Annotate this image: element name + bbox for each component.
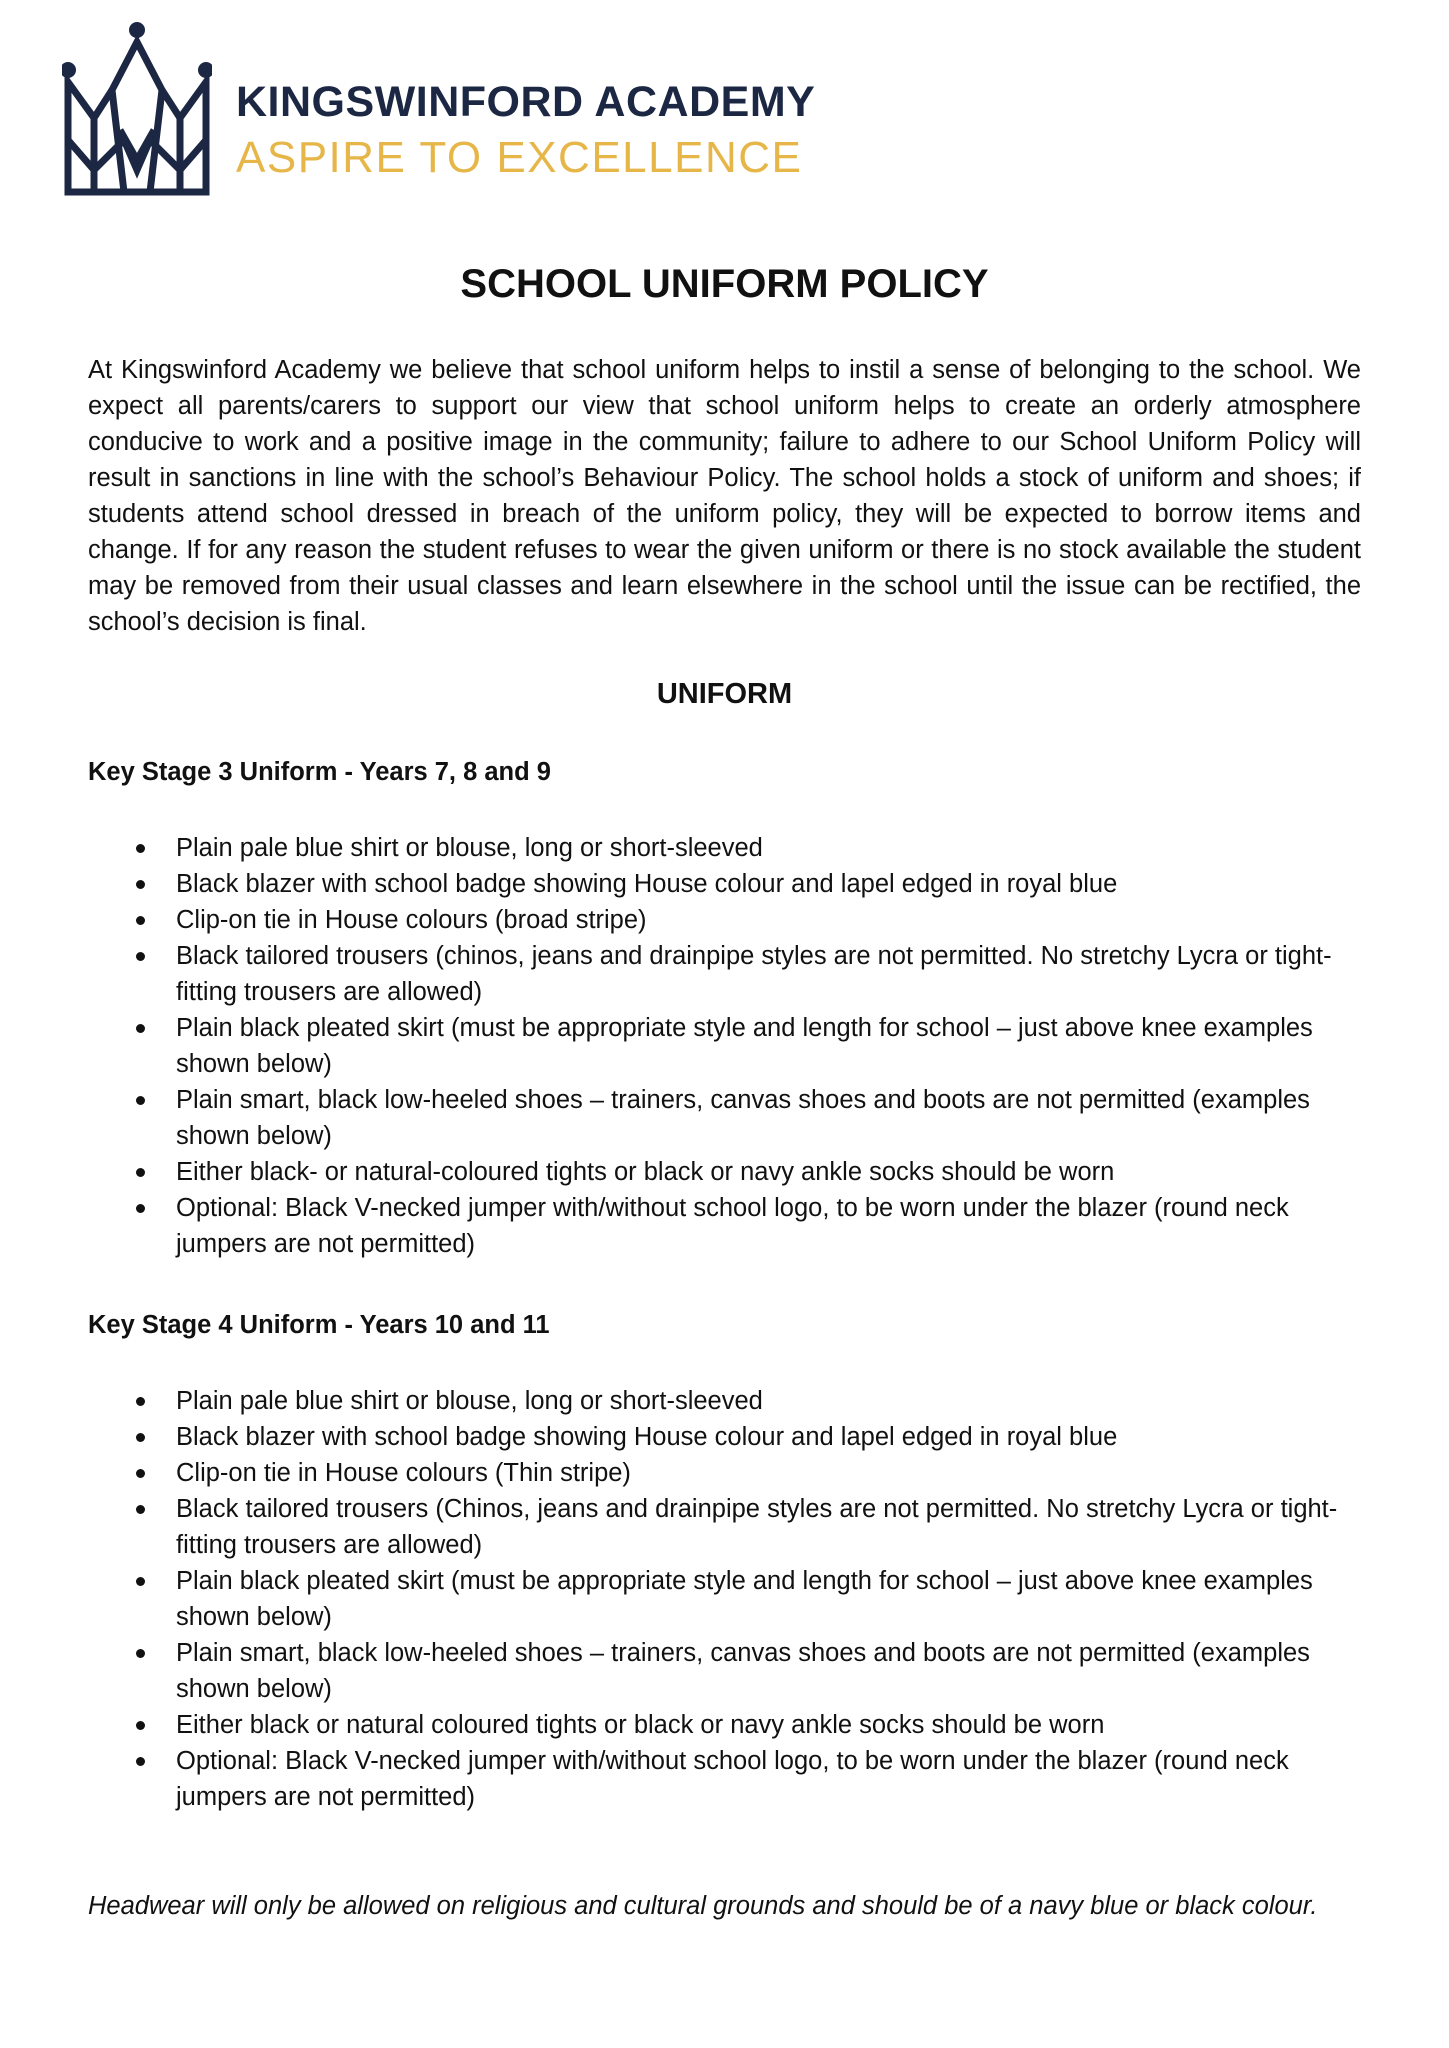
list-item: Black blazer with school badge showing House colour and lapel edged in royal blue — [176, 866, 1371, 902]
bullet-icon — [136, 1204, 145, 1213]
bullet-icon — [136, 1469, 145, 1478]
intro-paragraph: At Kingswinford Academy we believe that school uniform helps to instil a sense of belonging to the school. We expect all parents/carers to support our view that school uniform helps to create an orderly atmosphere conducive to work and a positive image in the community; failure to adhere to our School Uniform Policy will result in sanctions in line with the school’s Behaviour Policy. The school holds a stock of uniform and shoes; if students attend school dressed in breach of the uniform policy, they will be expected to borrow items and change. If for any reason the student refuses to wear the given uniform or there is no stock available the student may be removed from their usual classes and learn elsewhere in the school until the issue can be rectified, the school’s decision is final. — [88, 356, 1361, 636]
uniform-heading: UNIFORM — [656, 678, 793, 710]
page-title: SCHOOL UNIFORM POLICY — [460, 262, 989, 306]
list-item: Plain black pleated skirt (must be appropriate style and length for school – just above knee examples shown below) — [176, 1010, 1371, 1082]
bullet-icon — [136, 880, 145, 889]
bullet-icon — [136, 1168, 145, 1177]
bullet-icon — [136, 1649, 145, 1658]
list-item: Clip-on tie in House colours (Thin stripe) — [176, 1455, 1371, 1491]
bullet-icon — [136, 844, 145, 853]
ks4-uniform-list — [176, 1383, 1371, 1815]
academy-logo — [62, 20, 822, 205]
bullet-icon — [136, 1505, 145, 1514]
list-item: Clip-on tie in House colours (broad stripe) — [176, 902, 1371, 938]
bullet-icon — [136, 1577, 145, 1586]
bullet-icon — [136, 1757, 145, 1766]
list-item: Optional: Black V-necked jumper with/without school logo, to be worn under the blazer (round neck jumpers are not permitted) — [176, 1743, 1371, 1815]
list-item: Plain pale blue shirt or blouse, long or short-sleeved — [176, 830, 1371, 866]
list-item: Plain black pleated skirt (must be appropriate style and length for school – just above knee examples shown below) — [176, 1563, 1371, 1635]
academy-motto: ASPIRE TO EXCELLENCE — [236, 133, 803, 182]
list-item: Optional: Black V-necked jumper with/without school logo, to be worn under the blazer (round neck jumpers are not permitted) — [176, 1190, 1371, 1262]
crown-icon — [62, 20, 212, 200]
list-item: Either black- or natural-coloured tights or black or navy ankle socks should be worn — [176, 1154, 1371, 1190]
bullet-icon — [136, 1721, 145, 1730]
bullet-icon — [136, 1397, 145, 1406]
academy-name: KINGSWINFORD ACADEMY — [236, 78, 816, 126]
bullet-icon — [136, 952, 145, 961]
bullet-icon — [136, 1096, 145, 1105]
list-item: Plain pale blue shirt or blouse, long or short-sleeved — [176, 1383, 1371, 1419]
ks4-heading: Key Stage 4 Uniform - Years 10 and 11 — [88, 1311, 550, 1339]
headwear-note: Headwear will only be allowed on religious and cultural grounds and should be of a navy blue or black colour. — [88, 1892, 1318, 1920]
bullet-icon — [136, 1024, 145, 1033]
bullet-icon — [136, 916, 145, 925]
list-item: Black tailored trousers (chinos, jeans and drainpipe styles are not permitted. No stretchy Lycra or tight-fitting trousers are allowed) — [176, 938, 1371, 1010]
bullet-icon — [136, 1433, 145, 1442]
list-item: Black tailored trousers (Chinos, jeans and drainpipe styles are not permitted. No stretchy Lycra or tight-fitting trousers are allowed) — [176, 1491, 1371, 1563]
ks3-uniform-list — [176, 830, 1371, 1262]
ks3-heading: Key Stage 3 Uniform - Years 7, 8 and 9 — [88, 758, 551, 786]
list-item: Either black or natural coloured tights or black or navy ankle socks should be worn — [176, 1707, 1371, 1743]
list-item: Black blazer with school badge showing House colour and lapel edged in royal blue — [176, 1419, 1371, 1455]
list-item: Plain smart, black low-heeled shoes – trainers, canvas shoes and boots are not permitted (examples shown below) — [176, 1082, 1371, 1154]
list-item: Plain smart, black low-heeled shoes – trainers, canvas shoes and boots are not permitted (examples shown below) — [176, 1635, 1371, 1707]
